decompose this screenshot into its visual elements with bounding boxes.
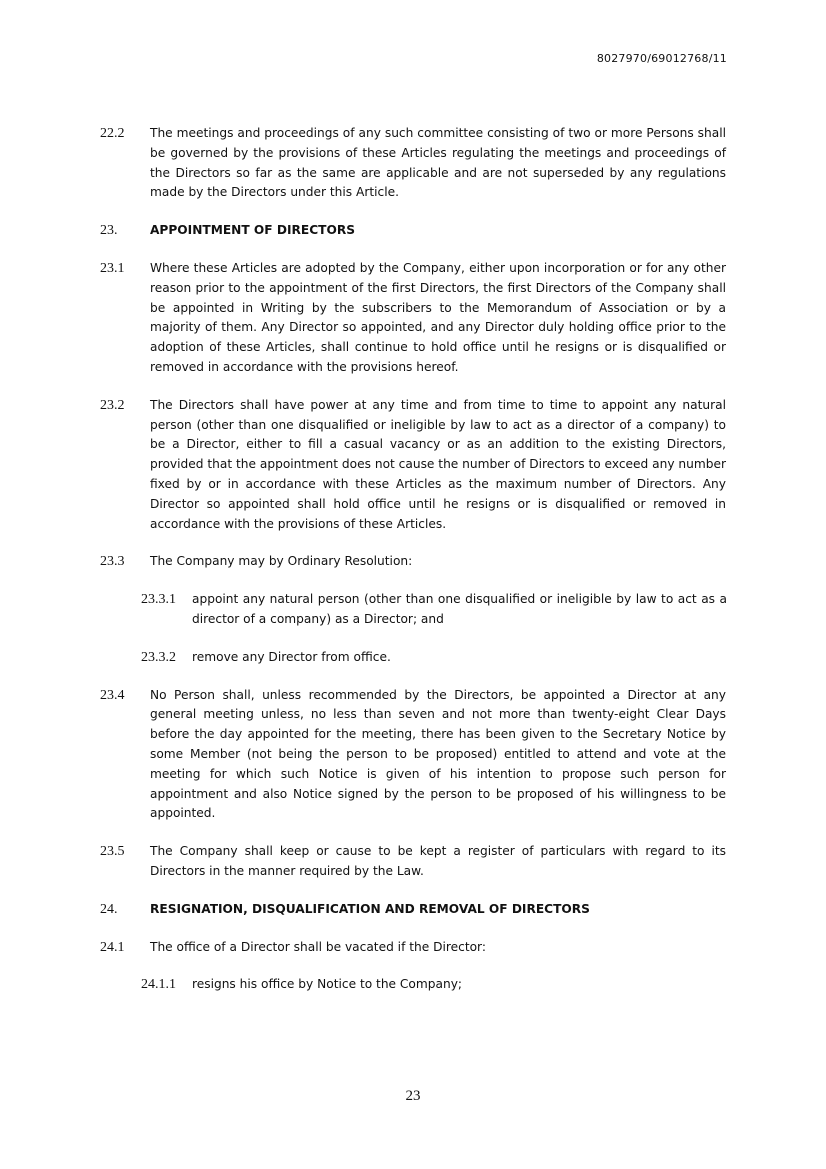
clause-number: 23.2 [100,397,125,413]
clause-23-3 [0,552,826,572]
clause-text: The Company shall keep or cause to be kept a register of particulars with regard to its Directors in the manner required by the Law. [150,844,726,878]
clause-24-1 [0,938,826,958]
clause-text: No Person shall, unless recommended by the Directors, be appointed a Director at any general meeting unless, no less than seven and not more than twenty-eight Clear Days before the day appointed for the meeting, there has been given to the Secretary Notice by some Member (not being the person to be proposed) entitled to attend and vote at the meeting for which such Notice is given of his intention to propose such person for appointment and also Notice signed by the person to be proposed of his willingness to be appointed. [150,687,726,821]
clause-number: 23.1 [100,260,125,276]
clause-number: 23.5 [100,844,125,860]
clause-number: 23.4 [100,687,125,703]
clause-23-2 [0,396,826,535]
clause-number: 23.3 [100,554,125,570]
document-body [0,124,826,1013]
section-title: RESIGNATION, DISQUALIFICATION AND REMOVAL OF DIRECTORS [150,901,590,916]
subclause-number: 24.1.1 [141,977,176,993]
clause-22-2 [0,124,826,203]
clause-number: 22.2 [100,126,125,141]
page-number: 23 [405,1088,421,1104]
clause-text: Where these Articles are adopted by the Company, either upon incorporation or for any other reason prior to the appointment of the first Directors, the first Directors of the Company shall be appointed in Writing by the subscribers to the Memorandum of Association or by a majority of them. Any Director so appointed, and any Director duly holding office prior to the adoption of these Articles, shall continue to hold office until he resigns or is disqualified or removed in accordance with the provisions hereof. [150,260,726,374]
section-title: APPOINTMENT OF DIRECTORS [150,223,355,238]
clause-23-5 [0,842,826,882]
subclause-text: appoint any natural person (other than one disqualified or ineligible by law to act as a director of a company) as a Director; and [192,592,727,626]
section-heading-23 [0,221,826,241]
clause-23-1 [0,259,826,378]
subclause-text: remove any Director from office. [192,649,391,664]
clause-text: The office of a Director shall be vacated if the Director: [150,939,486,954]
subclause-text: resigns his office by Notice to the Company; [192,977,463,992]
subclause-number: 23.3.2 [141,649,176,665]
clause-text: The meetings and proceedings of any such committee consisting of two or more Persons shall be governed by the provisions of these Articles regulating the meetings and proceedings of the Directors so far as the same are applicable and are not superseded by any regulations made by the Directors under this Article. [150,126,726,200]
section-number: 24. [100,901,118,917]
subclause-23-3-1 [0,590,826,630]
document-reference: 8027970/69012768/11 [596,52,727,65]
clause-23-4 [0,686,826,825]
subclause-24-1-1 [0,975,826,995]
subclause-number: 23.3.1 [141,592,176,608]
section-heading-24 [0,900,826,920]
subclause-23-3-2 [0,648,826,668]
clause-text: The Directors shall have power at any time and from time to time to appoint any natural person (other than one disqualified or ineligible by law to act as a director of a company) to be a Director, either to fill a casual vacancy or as an addition to the existing Directors, provided that the appointment does not cause the number of Directors to exceed any number fixed by or in accordance with these Articles as the maximum number of Directors. Any Director so appointed shall hold office until he resigns or is disqualified or removed in accordance with the provisions of these Articles. [150,397,726,531]
section-number: 23. [100,223,118,239]
clause-number: 24.1 [100,939,125,955]
clause-text: The Company may by Ordinary Resolution: [150,554,413,569]
